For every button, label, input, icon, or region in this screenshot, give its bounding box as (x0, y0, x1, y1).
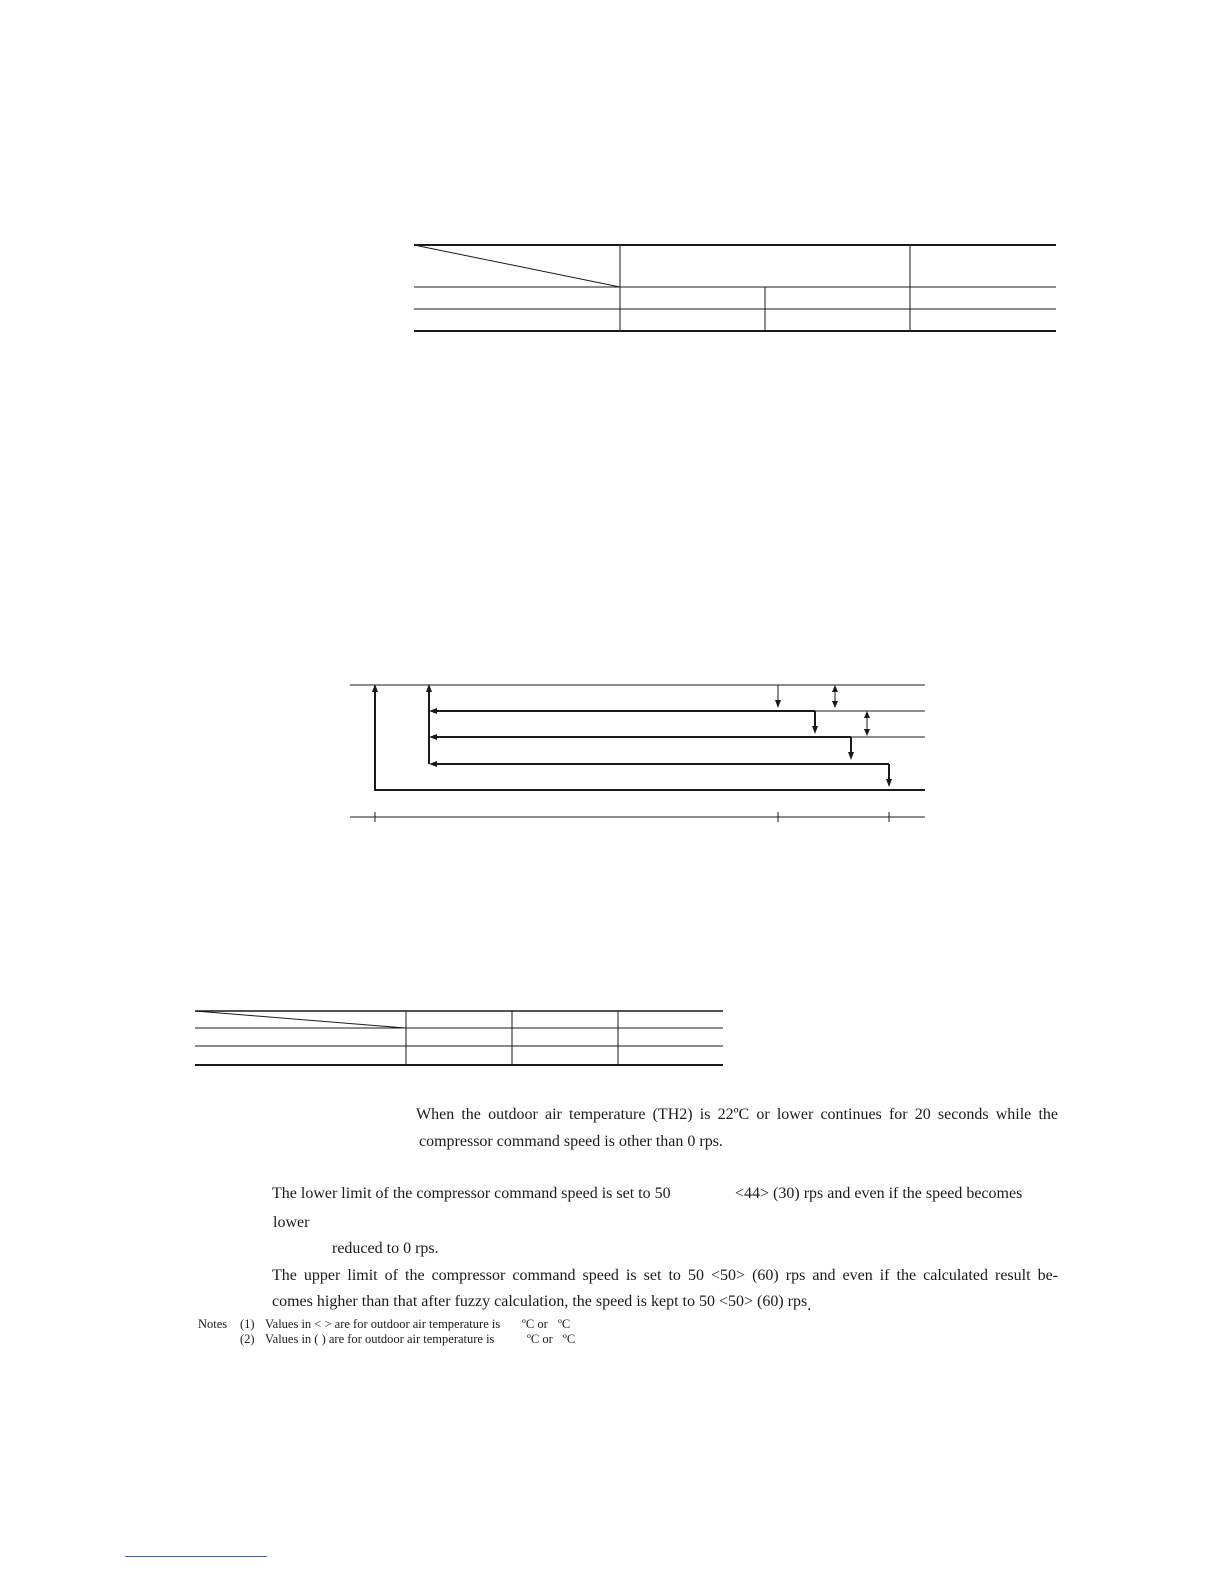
lower-limit-text-a: The lower limit of the compressor command speed is set to 50 (272, 1185, 671, 1202)
note-1-unit-a: ºC or (522, 1317, 548, 1331)
lower-limit-text-c: lower (273, 1214, 310, 1231)
footer-rule (125, 1556, 267, 1557)
note-1-text: Values in < > are for outdoor air temperature is (265, 1317, 501, 1331)
lower-limit-text-d: reduced to 0 rps. (332, 1240, 439, 1257)
upper-limit-text-2 (272, 1292, 811, 1312)
note-2-unit-a: ºC or (527, 1332, 553, 1346)
upper-limit-text-2-body: comes higher than that after fuzzy calculation, the speed is kept to 50 <50> (60) rps (272, 1293, 808, 1310)
condition-line-2: compressor command speed is other than 0 rps. (419, 1133, 723, 1150)
note-1-number: (1) (240, 1317, 255, 1331)
lower-limit-text-b: <44> (30) rps and even if the speed becomes (735, 1185, 1023, 1202)
note-1-unit-b: ºC (558, 1317, 571, 1331)
note-2-text: Values in ( ) are for outdoor air temperature is (265, 1332, 495, 1346)
upper-limit-period: . (807, 1297, 812, 1314)
note-2-number: (2) (240, 1332, 255, 1346)
upper-limit-text-1: The upper limit of the compressor command speed is set to 50 <50> (60) rps and even if the calculated result be- (272, 1267, 1058, 1284)
condition-line-1: When the outdoor air temperature (TH2) is 22ºC or lower continues for 20 seconds while the (416, 1106, 1058, 1123)
notes-label: Notes (198, 1317, 228, 1331)
note-2-unit-b: ºC (563, 1332, 576, 1346)
